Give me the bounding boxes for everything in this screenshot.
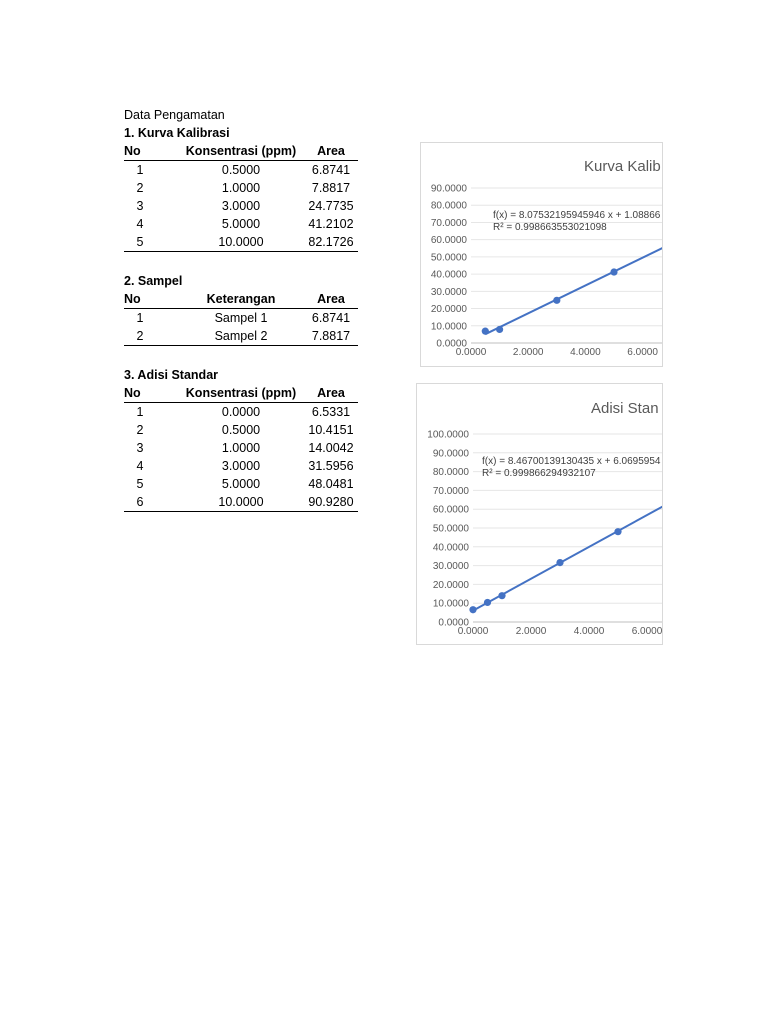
- data-point: [469, 606, 476, 613]
- cell-area: 82.1726: [304, 233, 358, 252]
- col-no: No: [124, 384, 178, 403]
- table-row: [124, 327, 358, 346]
- col-area: Area: [304, 290, 358, 309]
- cell-konsentrasi: 1.0000: [221, 440, 261, 455]
- col-konsentrasi: Konsentrasi (ppm): [178, 384, 304, 403]
- y-tick-label: 50.0000: [430, 252, 467, 264]
- cell-konsentrasi: 0.5000: [221, 162, 261, 177]
- y-tick-label: 50.0000: [432, 523, 469, 535]
- cell-area: 6.5331: [311, 404, 351, 419]
- section1-title: 1. Kurva Kalibrasi: [124, 126, 230, 140]
- table-row: [124, 161, 358, 180]
- data-point: [614, 528, 621, 535]
- x-tick-label: 0.0000: [457, 626, 489, 637]
- y-tick-label: 30.0000: [430, 286, 467, 298]
- x-tick-label: 4.0000: [573, 626, 605, 637]
- trendline-equation: f(x) = 8.46700139130435 x + 6.0695954: [482, 456, 661, 467]
- data-point: [556, 559, 563, 566]
- x-tick-label: 6.0000: [631, 626, 662, 637]
- cell-no: 1: [136, 404, 144, 419]
- cell-konsentrasi: 5.0000: [221, 216, 261, 231]
- section2-title: 2. Sampel: [124, 274, 183, 288]
- cell-area: 6.8741: [311, 310, 351, 325]
- cell-area: 31.5956: [308, 458, 354, 473]
- cell-keterangan: Sampel 2: [178, 327, 304, 346]
- chart-title: Adisi Stan: [591, 400, 659, 417]
- y-tick-label: 10.0000: [430, 321, 467, 333]
- cell-area: 24.7735: [308, 198, 354, 213]
- y-tick-label: 30.0000: [432, 561, 469, 573]
- cell-no: 2: [136, 422, 144, 437]
- y-tick-label: 40.0000: [432, 542, 469, 554]
- standard-addition-table: [124, 384, 358, 512]
- col-no: No: [124, 142, 178, 161]
- cell-konsentrasi: 3.0000: [221, 458, 261, 473]
- cell-konsentrasi: 5.0000: [221, 476, 261, 491]
- table-row: [124, 233, 358, 252]
- cell-no: 1: [136, 162, 144, 177]
- x-tick-label: 6.0000: [627, 347, 658, 358]
- cell-area: 90.9280: [304, 493, 358, 512]
- cell-konsentrasi: 10.0000: [178, 493, 304, 512]
- table-row: [124, 493, 358, 512]
- cell-no: 1: [136, 310, 144, 325]
- y-tick-label: 40.0000: [430, 269, 467, 281]
- y-tick-label: 100.0000: [427, 429, 469, 441]
- cell-konsentrasi: 10.0000: [178, 233, 304, 252]
- table-row: [124, 475, 358, 493]
- data-point: [484, 599, 491, 606]
- col-no: No: [124, 290, 178, 309]
- table-row: [124, 215, 358, 233]
- data-point: [610, 268, 617, 275]
- y-tick-label: 80.0000: [432, 467, 469, 479]
- cell-konsentrasi: 3.0000: [221, 198, 261, 213]
- table-row: [124, 457, 358, 475]
- y-tick-label: 60.0000: [432, 504, 469, 516]
- cell-no: 3: [136, 198, 144, 213]
- sample-table: [124, 290, 358, 346]
- cell-no: 4: [136, 216, 144, 231]
- col-konsentrasi: Konsentrasi (ppm): [178, 142, 304, 161]
- cell-no: 2: [136, 180, 144, 195]
- col-area: Area: [304, 384, 358, 403]
- data-point: [553, 297, 560, 304]
- cell-area: 7.8817: [304, 327, 358, 346]
- calibration-chart: [420, 142, 663, 367]
- r-squared-label: R² = 0.998663553021098: [493, 222, 607, 233]
- x-tick-label: 2.0000: [515, 626, 547, 637]
- col-area: Area: [304, 142, 358, 161]
- cell-area: 41.2102: [308, 216, 354, 231]
- table-row: [124, 309, 358, 328]
- y-tick-label: 70.0000: [430, 217, 467, 229]
- data-point: [496, 326, 503, 333]
- y-tick-label: 20.0000: [430, 304, 467, 316]
- y-tick-label: 0.0000: [438, 617, 469, 629]
- calibration-chart-svg: [421, 143, 662, 366]
- table-row: [124, 439, 358, 457]
- calibration-table: [124, 142, 358, 252]
- data-point: [482, 328, 489, 335]
- section3-title: 3. Adisi Standar: [124, 368, 219, 382]
- cell-area: 7.8817: [311, 180, 351, 195]
- y-tick-label: 0.0000: [436, 338, 467, 350]
- standard-addition-chart-svg: [417, 384, 662, 644]
- y-tick-label: 80.0000: [430, 200, 467, 212]
- y-tick-label: 90.0000: [432, 448, 469, 460]
- cell-no: 5: [124, 233, 178, 252]
- cell-no: 2: [124, 327, 178, 346]
- cell-no: 6: [124, 493, 178, 512]
- cell-keterangan: Sampel 1: [214, 310, 268, 325]
- trendline-equation: f(x) = 8.07532195945946 x + 1.08866: [493, 210, 661, 221]
- y-tick-label: 90.0000: [430, 183, 467, 195]
- cell-konsentrasi: 0.5000: [221, 422, 261, 437]
- cell-konsentrasi: 1.0000: [221, 180, 261, 195]
- cell-area: 14.0042: [308, 440, 354, 455]
- observation-document: [124, 106, 358, 512]
- y-tick-label: 70.0000: [432, 485, 469, 497]
- cell-area: 48.0481: [308, 476, 354, 491]
- cell-konsentrasi: 0.0000: [221, 404, 261, 419]
- cell-no: 3: [136, 440, 144, 455]
- y-tick-label: 10.0000: [432, 598, 469, 610]
- cell-area: 10.4151: [308, 422, 354, 437]
- document-heading: Data Pengamatan: [124, 108, 225, 122]
- cell-no: 4: [136, 458, 144, 473]
- r-squared-label: R² = 0.999866294932107: [482, 468, 596, 479]
- table-row: [124, 421, 358, 439]
- y-tick-label: 20.0000: [432, 579, 469, 591]
- table-row: [124, 403, 358, 422]
- data-point: [498, 592, 505, 599]
- y-tick-label: 60.0000: [430, 235, 467, 247]
- standard-addition-chart: [416, 383, 663, 645]
- table-row: [124, 197, 358, 215]
- table-row: [124, 179, 358, 197]
- col-keterangan: Keterangan: [178, 290, 304, 309]
- chart-title: Kurva Kalib: [584, 158, 661, 175]
- cell-no: 5: [136, 476, 144, 491]
- cell-area: 6.8741: [311, 162, 351, 177]
- x-tick-label: 4.0000: [570, 347, 601, 358]
- x-tick-label: 0.0000: [455, 347, 487, 358]
- x-tick-label: 2.0000: [512, 347, 544, 358]
